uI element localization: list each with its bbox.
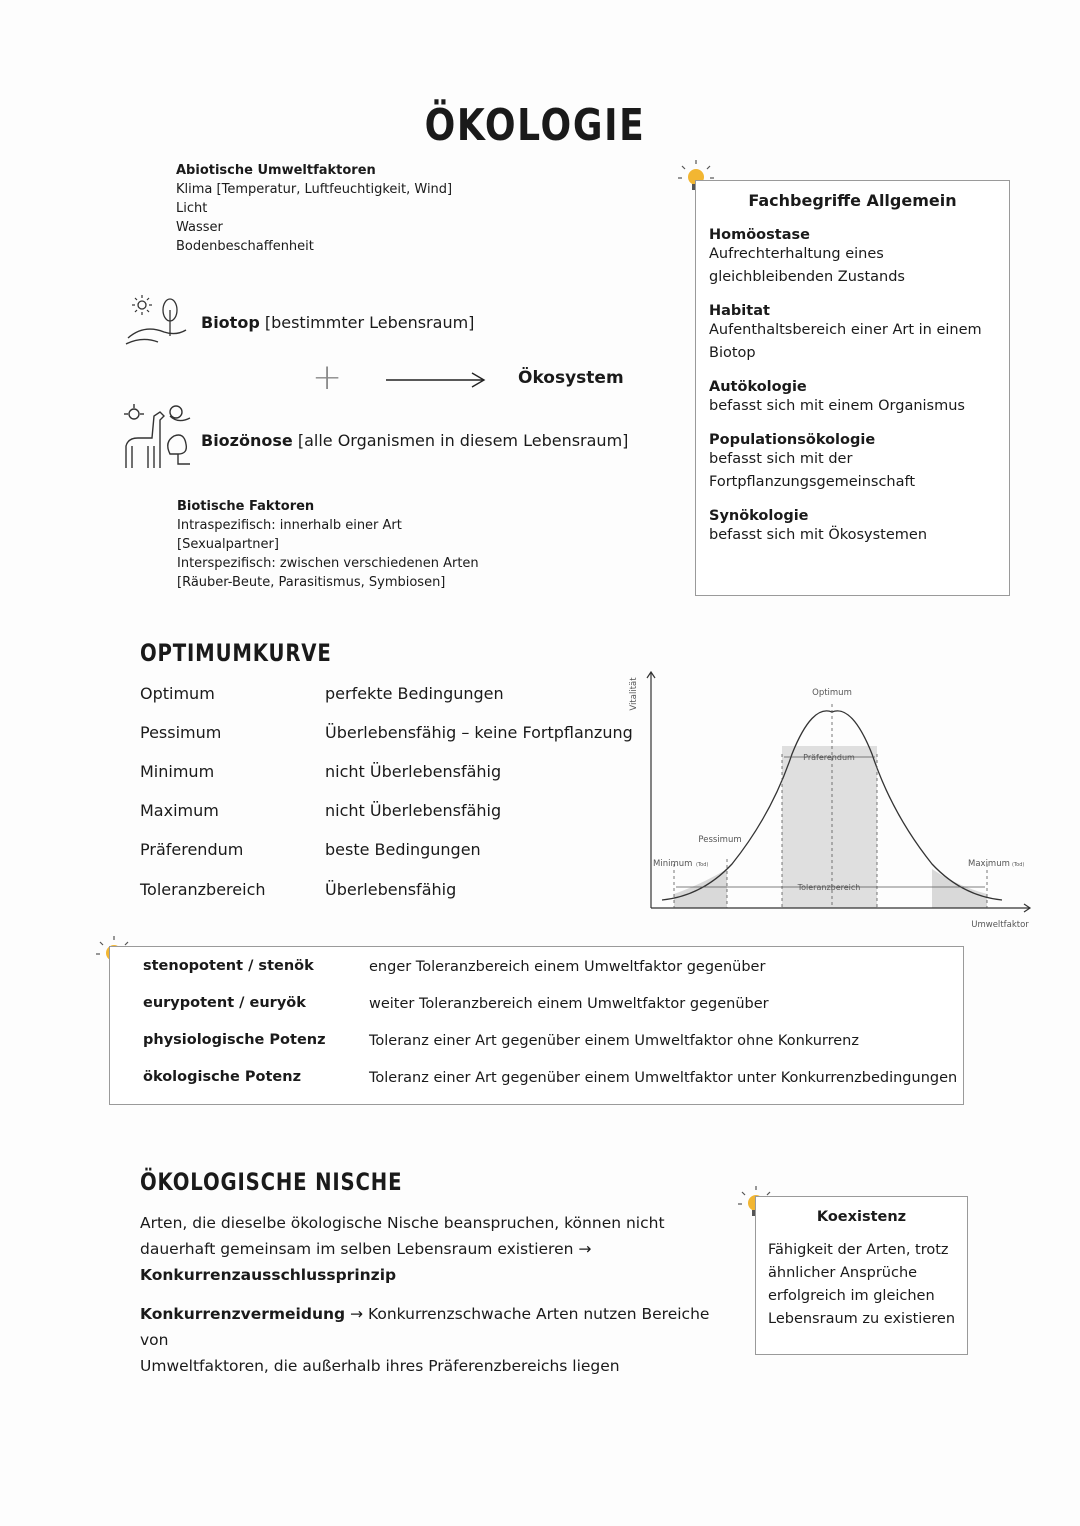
nische-text: Arten, die dieselbe ökologische Nische beanspruchen, können nicht (140, 1214, 665, 1232)
tolerance-curve-diagram (622, 664, 1038, 936)
abiotic-item: Wasser (176, 220, 223, 235)
abiotic-heading: Abiotische Umweltfaktoren (176, 163, 376, 178)
x-axis-label: Umweltfaktor (971, 920, 1029, 930)
optimum-desc: Überlebensfähig (325, 880, 457, 899)
optimum-term: Pessimum (140, 723, 222, 742)
biotop-line (201, 313, 474, 332)
term-label: Habitat (709, 303, 770, 319)
term-definition: befasst sich mit einem Organismus (709, 398, 965, 414)
optimum-term: Minimum (140, 762, 215, 781)
term-label: Populationsökologie (709, 432, 876, 448)
biotic-item: [Sexualpartner] (177, 537, 279, 552)
plus-sign: + (312, 357, 343, 398)
optimum-desc: Überlebensfähig – keine Fortpflanzung (325, 723, 633, 742)
label-optimum: Optimum (812, 688, 852, 698)
biotic-item: [Räuber-Beute, Parasitismus, Symbiosen] (177, 575, 446, 590)
abiotic-item: Klima [Temperatur, Luftfeuchtigkeit, Wind] (176, 182, 453, 197)
animals-icon (118, 402, 200, 474)
potenz-desc: Toleranz einer Art gegenüber einem Umweltfaktor unter Konkurrenzbedingungen (369, 1070, 958, 1086)
biotic-item: Intraspezifisch: innerhalb einer Art (177, 518, 402, 533)
nische-text: → Konkurrenzschwache Arten nutzen Bereiche von (140, 1305, 710, 1349)
nische-paragraph-2 (140, 1301, 740, 1379)
biotop-desc: [bestimmter Lebensraum] (259, 313, 475, 332)
y-axis-label: Vitalität (629, 677, 639, 711)
ecosystem-label: Ökosystem (518, 368, 624, 388)
koexistenz-text: Fähigkeit der Arten, trotz (768, 1242, 949, 1258)
optimum-desc: perfekte Bedingungen (325, 684, 504, 703)
nische-keyword: Konkurrenzausschlussprinzip (140, 1266, 397, 1284)
biotic-heading: Biotische Faktoren (177, 499, 315, 514)
arrow-right-icon (384, 370, 488, 390)
label-minimum: Minimum (653, 859, 693, 869)
koexistenz-text: erfolgreich im gleichen (768, 1288, 935, 1304)
section-heading-optimum: OPTIMUMKURVE (140, 639, 332, 667)
terms-box (695, 180, 1010, 596)
biozoenose-term: Biozönose (201, 431, 293, 450)
koexistenz-heading: Koexistenz (816, 1209, 907, 1225)
shade-right (932, 869, 987, 908)
term-definition: befasst sich mit der (709, 451, 853, 467)
potenz-desc: enger Toleranzbereich einem Umweltfaktor gegenüber (369, 959, 766, 975)
potenz-term: eurypotent / euryök (143, 995, 306, 1011)
label-maximum: Maximum (968, 859, 1010, 869)
term-definition: Aufenthaltsbereich einer Art in einem (709, 322, 982, 338)
biotic-block (177, 497, 479, 592)
koexistenz-box (755, 1196, 968, 1355)
potenz-desc: Toleranz einer Art gegenüber einem Umweltfaktor ohne Konkurrenz (369, 1033, 859, 1049)
abiotic-item: Bodenbeschaffenheit (176, 239, 314, 254)
potenz-desc: weiter Toleranzbereich einem Umweltfaktor gegenüber (369, 996, 769, 1012)
abiotic-block (176, 161, 452, 256)
nische-keyword: Konkurrenzvermeidung (140, 1305, 346, 1323)
koexistenz-text: ähnlicher Ansprüche (768, 1265, 918, 1281)
term-label: Homöostase (709, 227, 810, 243)
terms-box-heading: Fachbegriffe Allgemein (748, 191, 957, 210)
biozoenose-desc: [alle Organismen in diesem Lebensraum] (292, 431, 629, 450)
label-minimum-tod: (Tod) (696, 862, 709, 868)
potenz-term: physiologische Potenz (143, 1032, 326, 1048)
landscape-icon (124, 292, 188, 346)
biozoenose-line (201, 431, 628, 450)
optimum-term: Optimum (140, 684, 215, 703)
optimum-term: Präferendum (140, 840, 244, 859)
optimum-desc: nicht Überlebensfähig (325, 801, 502, 820)
optimum-term: Maximum (140, 801, 219, 820)
term-label: Autökologie (709, 379, 807, 395)
label-praeferendum: Präferendum (803, 753, 855, 762)
optimum-desc: beste Bedingungen (325, 840, 481, 859)
term-label: Synökologie (709, 508, 809, 524)
abiotic-item: Licht (176, 201, 208, 216)
koexistenz-text: Lebensraum zu existieren (768, 1311, 956, 1327)
optimum-desc: nicht Überlebensfähig (325, 762, 502, 781)
biotic-item: Interspezifisch: zwischen verschiedenen Arten (177, 556, 479, 571)
term-definition: Fortpflanzungsgemeinschaft (709, 474, 916, 490)
potenz-term: ökologische Potenz (143, 1069, 302, 1085)
page-title: ÖKOLOGIE (424, 100, 646, 151)
label-toleranzbereich: Toleranzbereich (797, 883, 861, 892)
label-maximum-tod: (Tod) (1012, 862, 1025, 868)
potenz-term: stenopotent / stenök (143, 958, 314, 974)
potenz-box (109, 946, 964, 1105)
label-pessimum: Pessimum (698, 835, 742, 845)
nische-text: Umweltfaktoren, die außerhalb ihres Präferenzbereichs liegen (140, 1357, 620, 1375)
term-definition: gleichbleibenden Zustands (709, 269, 905, 285)
optimum-term: Toleranzbereich (140, 880, 266, 899)
term-definition: Aufrechterhaltung eines (709, 246, 884, 262)
biotop-term: Biotop (201, 313, 260, 332)
nische-text: dauerhaft gemeinsam im selben Lebensraum existieren → (140, 1240, 592, 1258)
section-heading-nische: ÖKOLOGISCHE NISCHE (140, 1168, 403, 1196)
nische-paragraph-1 (140, 1210, 740, 1288)
term-definition: befasst sich mit Ökosystemen (709, 527, 928, 543)
term-definition: Biotop (709, 345, 756, 361)
